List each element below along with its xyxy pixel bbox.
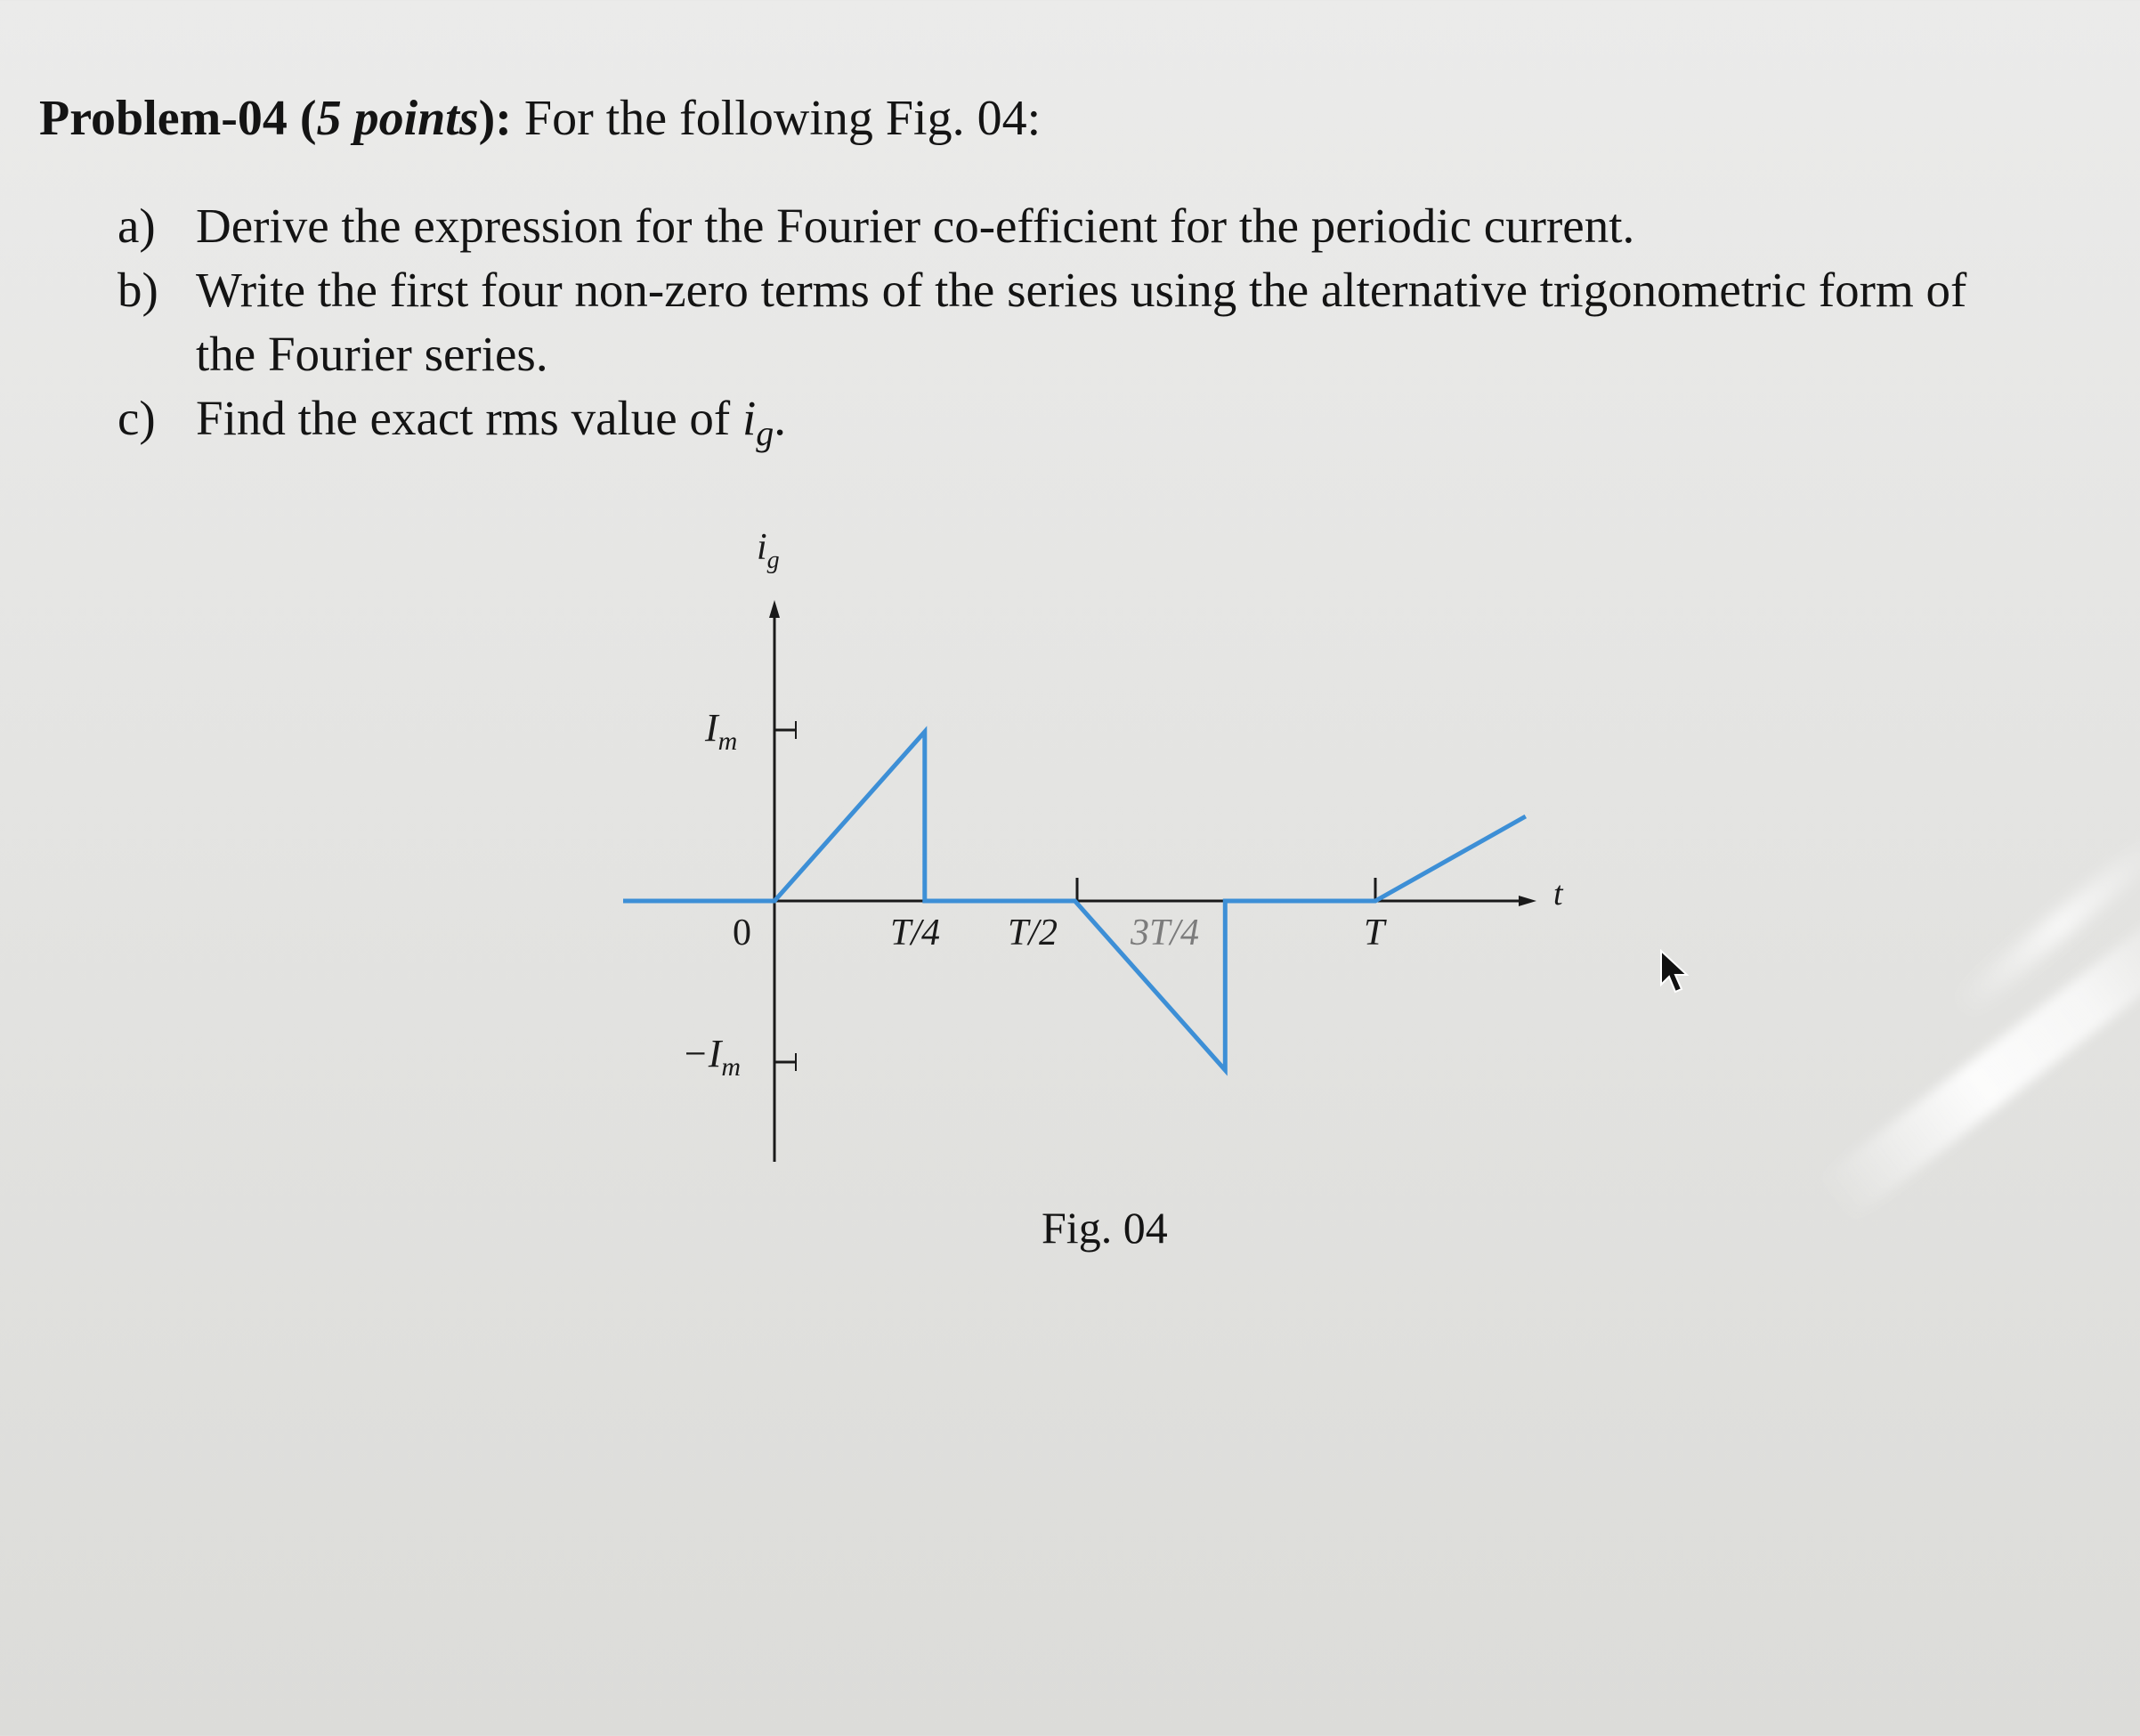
mouse-pointer-icon: [1658, 949, 1693, 997]
x-tick-label-half: T/2: [1008, 913, 1058, 953]
x-axis-label: t: [1553, 875, 1563, 913]
question-list: [118, 194, 2031, 466]
x-tick-label-three-quarter: 3T/4: [1131, 913, 1200, 953]
question-b-text: Write the first four non-zero terms of the series using the alternative trigonometric form of the Fourier series.: [196, 263, 1967, 381]
question-c-text-after: .: [774, 391, 787, 445]
question-c-label: c): [118, 391, 156, 445]
y-axis-label-main: i: [757, 527, 767, 568]
problem-number: Problem-04: [39, 91, 288, 146]
y-tick-label-negative: [682, 1032, 741, 1082]
question-a-label: a): [118, 199, 156, 253]
y-axis-label-sub: g: [766, 547, 780, 574]
figure-caption: Fig. 04: [1042, 1203, 1168, 1253]
question-b: [118, 258, 2031, 386]
problem-intro: For the following Fig. 04:: [523, 91, 1042, 146]
y-tick-label-positive: [704, 706, 737, 756]
y-tick-label-negative-main: −I: [682, 1032, 722, 1075]
question-a: [118, 194, 2031, 258]
screen-glare: [1818, 896, 2140, 1222]
question-c-variable: i: [742, 391, 757, 445]
points-label: 5 points: [316, 91, 479, 146]
points-open: (: [299, 91, 317, 146]
question-b-label: b): [118, 263, 158, 317]
question-c-text: [196, 386, 2031, 466]
points-close: ):: [478, 91, 512, 146]
problem-heading: [39, 89, 1041, 149]
question-c-variable-subscript: g: [756, 413, 774, 453]
y-tick-label-negative-sub: m: [721, 1052, 742, 1082]
time-axis-arrow-icon: [1519, 896, 1536, 906]
question-c-text-before: Find the exact rms value of: [196, 391, 742, 445]
y-tick-label-positive-main: I: [705, 706, 718, 750]
current-axis-arrow-icon: [769, 600, 780, 618]
x-tick-label-period: T: [1364, 913, 1385, 953]
y-tick-label-positive-sub: m: [717, 726, 738, 756]
waveform-figure: [623, 516, 1602, 1175]
x-tick-label-zero: 0: [733, 913, 751, 953]
y-axis-label: [757, 527, 780, 574]
question-a-text: Derive the expression for the Fourier co-efficient for the periodic current.: [196, 199, 1635, 253]
x-tick-label-quarter: T/4: [890, 913, 941, 953]
question-c: [118, 386, 2031, 466]
